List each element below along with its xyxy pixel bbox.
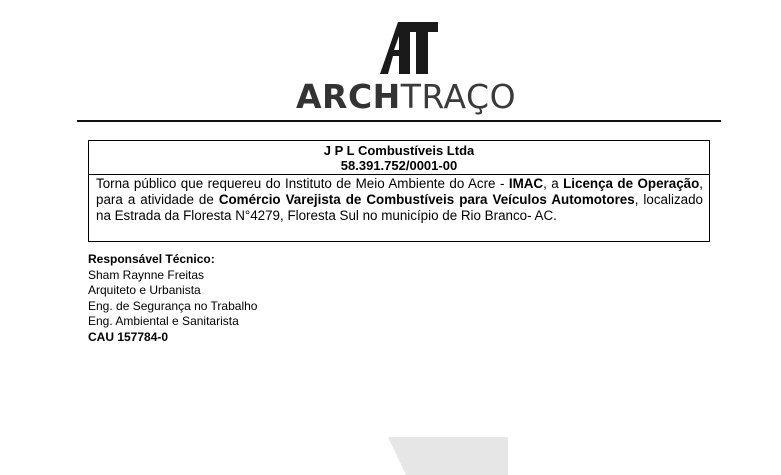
- company-name: J P L Combustíveis Ltda: [323, 143, 475, 158]
- notice-text-part: Torna público que requereu do Instituto de Meio Ambiente do Acre -: [96, 176, 509, 191]
- tech-heading: Responsável Técnico:: [88, 252, 215, 266]
- tech-title: Arquiteto e Urbanista: [88, 283, 201, 297]
- archtraco-logo: [296, 20, 517, 116]
- notice-text: [89, 175, 709, 224]
- brand-light: TRAÇO: [400, 77, 517, 116]
- company-cnpj: 58.391.752/0001-00: [89, 158, 709, 175]
- notice-text-part: , a: [543, 176, 564, 191]
- brand-bold: ARCH: [296, 77, 401, 116]
- tech-title: Eng. Ambiental e Sanitarista: [88, 314, 239, 328]
- notice-text-part: , para a atividade de: [96, 176, 704, 207]
- notice-text-bold: Comércio Varejista de Combustíveis para Veículos Automotores: [218, 192, 635, 207]
- brand-wordmark: [296, 77, 517, 117]
- watermark-shape-icon: [380, 437, 510, 475]
- tech-cau: CAU 157784-0: [88, 329, 169, 344]
- header-divider: [77, 120, 721, 122]
- technical-responsible: [88, 252, 257, 345]
- notice-text-part: , localizado na Estrada da Floresta N°4279, Floresta Sul no município de Rio Branco- AC.: [96, 192, 703, 223]
- tech-title: Eng. de Segurança no Trabalho: [88, 298, 258, 313]
- notice-text-bold: IMAC: [508, 176, 544, 191]
- at-monogram-icon: [380, 22, 438, 74]
- notice-box: [88, 140, 710, 242]
- tech-name: Sham Raynne Freitas: [88, 267, 205, 282]
- notice-text-bold: Licença de Operação: [563, 176, 700, 191]
